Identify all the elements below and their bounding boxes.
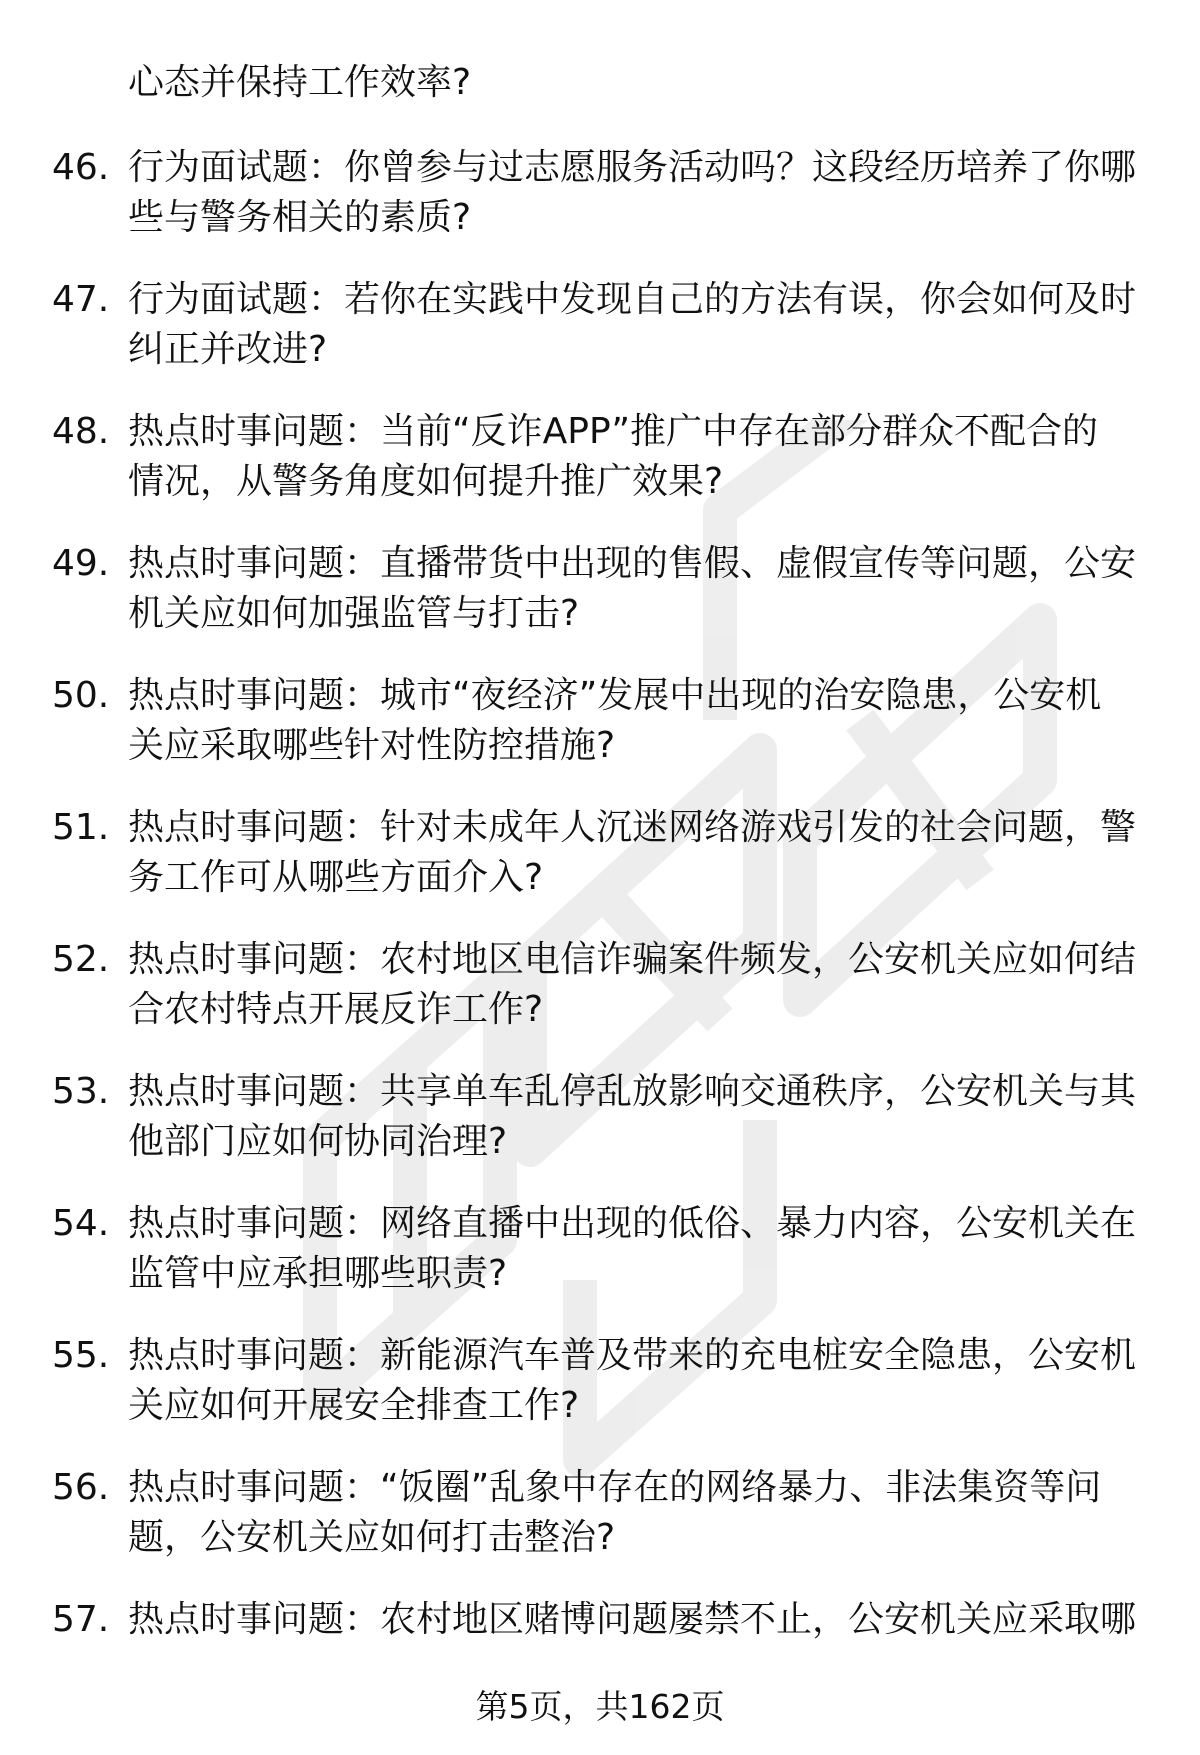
question-item xyxy=(0,275,1200,407)
question-text-line-2: 关应采取哪些针对性防控措施? xyxy=(128,725,616,766)
question-text-line-1: 热点时事问题：针对未成年人沉迷网络游戏引发的社会问题，警 xyxy=(128,807,1137,848)
question-text-line-1: 热点时事问题：共享单车乱停乱放影响交通秩序，公安机关与其 xyxy=(128,1071,1137,1112)
question-list xyxy=(0,143,1200,1727)
question-text-line-1: 热点时事问题：网络直播中出现的低俗、暴力内容，公安机关在 xyxy=(128,1203,1137,1244)
question-text-line-1: 热点时事问题：农村地区电信诈骗案件频发，公安机关应如何结 xyxy=(128,939,1137,980)
question-item xyxy=(0,1067,1200,1199)
question-text-line-1: 热点时事问题：直播带货中出现的售假、虚假宣传等问题，公安 xyxy=(128,543,1137,584)
question-item xyxy=(0,143,1200,275)
question-text-line-1: 行为面试题：你曾参与过志愿服务活动吗？这段经历培养了你哪 xyxy=(128,147,1137,188)
question-text-line-2: 务工作可从哪些方面介入? xyxy=(128,857,544,898)
question-item xyxy=(0,1199,1200,1331)
question-item xyxy=(0,935,1200,1067)
question-item xyxy=(0,671,1200,803)
question-text-line-2: 情况，从警务角度如何提升推广效果? xyxy=(128,461,724,502)
question-number: 46. xyxy=(52,147,110,188)
question-text-line-1: 热点时事问题：新能源汽车普及带来的充电桩安全隐患，公安机 xyxy=(128,1335,1137,1376)
question-text-line-1: 热点时事问题：农村地区赌博问题屡禁不止，公安机关应采取哪 xyxy=(128,1599,1137,1640)
page-footer: 第5页，共162页 xyxy=(475,1687,725,1726)
question-number: 49. xyxy=(52,543,110,584)
question-number: 50. xyxy=(52,675,110,716)
question-number: 48. xyxy=(52,411,110,452)
question-item xyxy=(0,539,1200,671)
question-number: 57. xyxy=(52,1599,110,1640)
question-item xyxy=(0,1331,1200,1463)
question-text-line-1: 热点时事问题：当前“反诈APP”推广中存在部分群众不配合的 xyxy=(128,411,1099,452)
continuation-text: 心态并保持工作效率? xyxy=(128,62,472,103)
question-text-line-1: 热点时事问题：“饭圈”乱象中存在的网络暴力、非法集资等问 xyxy=(128,1467,1102,1508)
question-number: 55. xyxy=(52,1335,110,1376)
question-item xyxy=(0,803,1200,935)
question-text-line-2: 合农村特点开展反诈工作? xyxy=(128,989,544,1030)
question-number: 47. xyxy=(52,279,110,320)
question-item xyxy=(0,1463,1200,1595)
question-text-line-2: 题，公安机关应如何打击整治? xyxy=(128,1517,616,1558)
question-number: 51. xyxy=(52,807,110,848)
question-text-line-2: 纠正并改进? xyxy=(128,329,328,370)
question-number: 52. xyxy=(52,939,110,980)
question-text-line-1: 行为面试题：若你在实践中发现自己的方法有误，你会如何及时 xyxy=(128,279,1137,320)
question-text-line-2: 他部门应如何协同治理? xyxy=(128,1121,508,1162)
question-number: 56. xyxy=(52,1467,110,1508)
question-text-line-2: 监管中应承担哪些职责? xyxy=(128,1253,508,1294)
question-text-line-1: 热点时事问题：城市“夜经济”发展中出现的治安隐患，公安机 xyxy=(128,675,1102,716)
question-item xyxy=(0,407,1200,539)
question-text-line-2: 关应如何开展安全排查工作? xyxy=(128,1385,580,1426)
question-text-line-2: 机关应如何加强监管与打击? xyxy=(128,593,580,634)
question-text-line-2: 些与警务相关的素质? xyxy=(128,197,472,238)
question-number: 53. xyxy=(52,1071,110,1112)
question-number: 54. xyxy=(52,1203,110,1244)
